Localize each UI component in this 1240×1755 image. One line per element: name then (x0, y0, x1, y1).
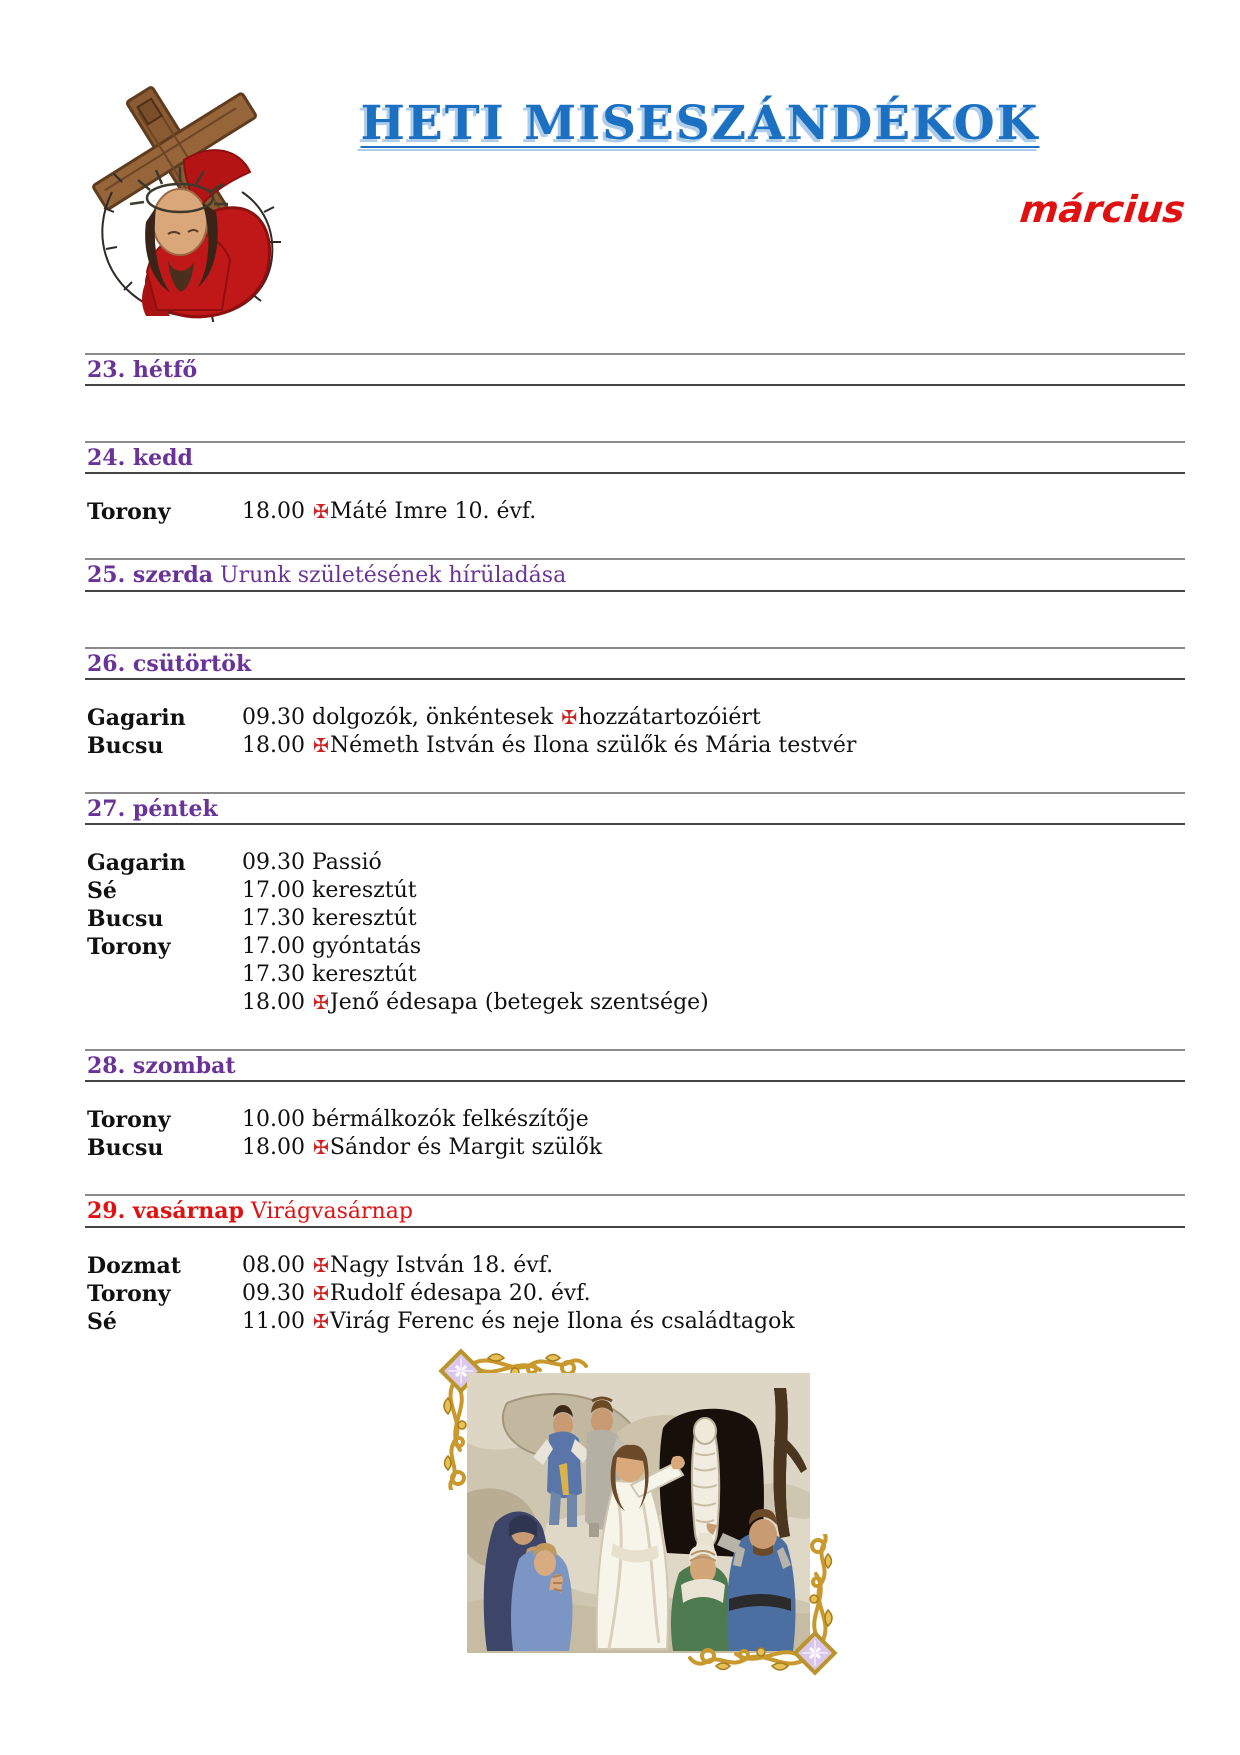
entry-text: 18.00 ✠Németh István és Ilona szülők és Mária testvér (242, 733, 857, 758)
month-label: március (1017, 188, 1188, 231)
schedule (85, 353, 1185, 1368)
day-entries (85, 1082, 1185, 1194)
entry-place: Gagarin (87, 850, 186, 876)
maltese-cross-icon: ✠ (312, 1255, 329, 1277)
entry-time: 08.00 (242, 1253, 312, 1278)
entry-text: 10.00 bérmálkozók felkészítője (242, 1107, 589, 1132)
maltese-cross-icon: ✠ (312, 501, 329, 523)
entry-text: 08.00 ✠Nagy István 18. évf. (242, 1253, 554, 1278)
empty-day-gap (85, 592, 1185, 647)
day-section (85, 792, 1185, 1049)
maltese-cross-icon: ✠ (312, 735, 329, 757)
jesus-carrying-cross-image (72, 72, 287, 322)
entry-place (87, 989, 242, 1017)
entry-row (87, 933, 1185, 961)
entry-row (87, 1280, 1185, 1308)
day-header (85, 1049, 1185, 1082)
entry-place (87, 961, 242, 989)
entry-place: Bucsu (87, 1135, 164, 1161)
entry-row (87, 905, 1185, 933)
gold-corner-ornament-icon (688, 1534, 848, 1686)
day-section (85, 1049, 1185, 1194)
maltese-cross-icon: ✠ (312, 1137, 329, 1159)
day-section (85, 647, 1185, 792)
entry-time: 17.30 (242, 962, 312, 987)
entry-text: 17.30 keresztút (242, 906, 417, 931)
day-header (85, 1194, 1185, 1228)
day-header (85, 353, 1185, 386)
day-label: 23. hétfő (87, 357, 198, 383)
entry-time: 17.00 (242, 878, 312, 903)
entry-place: Sé (87, 878, 117, 904)
entry-place: Torony (87, 1107, 171, 1133)
entry-place: Torony (87, 934, 171, 960)
day-label: 25. szerda (87, 562, 214, 588)
entry-row (87, 989, 1185, 1017)
entry-text: 18.00 ✠Jenő édesapa (betegek szentsége) (242, 990, 709, 1015)
day-entries (85, 680, 1185, 792)
maltese-cross-icon: ✠ (312, 1283, 329, 1305)
day-header (85, 441, 1185, 474)
entry-text: 18.00 ✠Sándor és Margit szülők (242, 1135, 603, 1160)
entry-text: 11.00 ✠Virág Ferenc és neje Ilona és családtagok (242, 1309, 795, 1334)
day-label: 26. csütörtök (87, 651, 252, 677)
day-header (85, 558, 1185, 592)
day-note: Virágvasárnap (243, 1199, 413, 1224)
entry-row (87, 1308, 1185, 1336)
entry-place: Torony (87, 499, 171, 525)
page-title: HETI MISESZÁNDÉKOK (360, 96, 1040, 151)
day-section (85, 558, 1185, 647)
entry-time: 09.30 (242, 705, 312, 730)
entry-row (87, 961, 1185, 989)
entry-place: Gagarin (87, 705, 186, 731)
entry-row (87, 704, 1185, 732)
day-label: 24. kedd (87, 445, 193, 471)
day-entries (85, 474, 1185, 558)
entry-time: 09.30 (242, 850, 312, 875)
entry-text: 09.30 dolgozók, önkéntesek ✠hozzátartozóiért (242, 705, 761, 730)
entry-place: Torony (87, 1281, 171, 1307)
entry-time: 17.00 (242, 934, 312, 959)
entry-text: 17.00 keresztút (242, 878, 417, 903)
decorated-picture-block (428, 1338, 848, 1686)
entry-time: 18.00 (242, 1135, 312, 1160)
entry-row (87, 849, 1185, 877)
entry-text: 17.30 keresztút (242, 962, 417, 987)
day-label: 29. vasárnap (87, 1198, 244, 1224)
day-section (85, 441, 1185, 558)
entry-time: 11.00 (242, 1309, 312, 1334)
maltese-cross-icon: ✠ (561, 707, 578, 729)
entry-text: 09.30 ✠Rudolf édesapa 20. évf. (242, 1281, 591, 1306)
day-header (85, 647, 1185, 680)
entry-text: 09.30 Passió (242, 850, 382, 875)
day-note: Urunk születésének hírüladása (213, 563, 567, 588)
entry-time: 18.00 (242, 733, 312, 758)
entry-row (87, 1106, 1185, 1134)
day-label: 28. szombat (87, 1053, 236, 1079)
entry-time: 18.00 (242, 990, 312, 1015)
empty-day-gap (85, 386, 1185, 441)
entry-place: Dozmat (87, 1253, 181, 1279)
maltese-cross-icon: ✠ (312, 992, 329, 1014)
entry-row (87, 877, 1185, 905)
entry-row (87, 1134, 1185, 1162)
entry-time: 10.00 (242, 1107, 312, 1132)
entry-text: 17.00 gyóntatás (242, 934, 422, 959)
entry-place: Sé (87, 1309, 117, 1335)
day-entries (85, 825, 1185, 1049)
entry-row (87, 732, 1185, 760)
entry-time: 09.30 (242, 1281, 312, 1306)
day-header (85, 792, 1185, 825)
day-section (85, 353, 1185, 441)
entry-text: 18.00 ✠Máté Imre 10. évf. (242, 499, 537, 524)
entry-row (87, 498, 1185, 526)
entry-place: Bucsu (87, 733, 164, 759)
entry-time: 17.30 (242, 906, 312, 931)
entry-place: Bucsu (87, 906, 164, 932)
day-label: 27. péntek (87, 796, 218, 822)
entry-time: 18.00 (242, 499, 312, 524)
maltese-cross-icon: ✠ (312, 1311, 329, 1333)
entry-row (87, 1252, 1185, 1280)
